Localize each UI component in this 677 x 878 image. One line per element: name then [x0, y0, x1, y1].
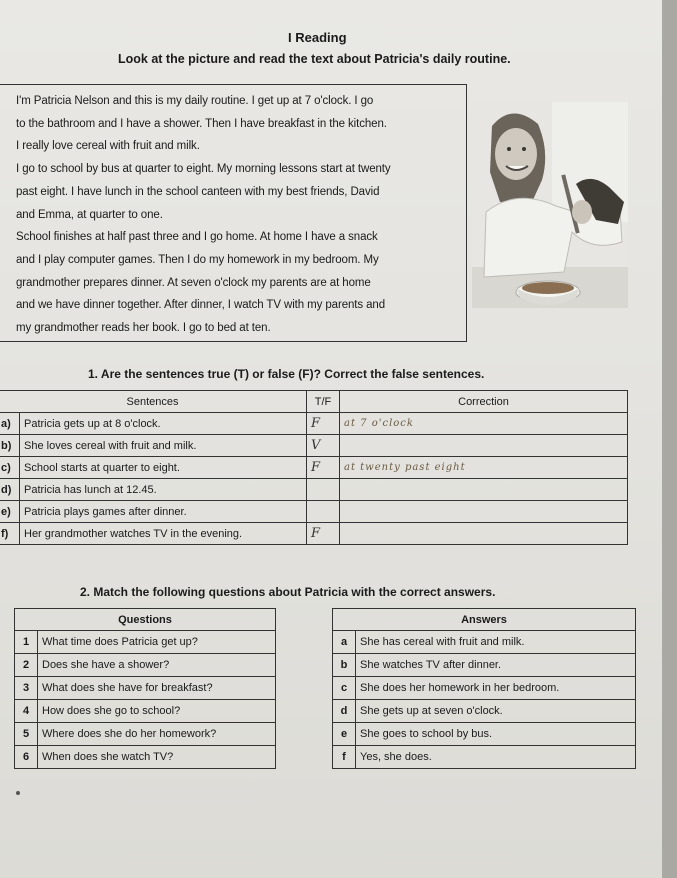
answers-header: Answers: [333, 609, 636, 631]
answers-table: [332, 608, 636, 769]
answer-letter: a: [333, 631, 356, 654]
reading-line: I really love cereal with fruit and milk.: [16, 140, 200, 153]
correction-header: Correction: [340, 391, 628, 413]
true-false-table: [0, 390, 628, 545]
row-letter: c): [0, 457, 20, 479]
tf-header: T/F: [307, 391, 340, 413]
table-row: [0, 479, 628, 501]
table-row: [333, 677, 636, 700]
page-edge: [662, 0, 677, 878]
correction-cell[interactable]: [340, 523, 628, 545]
sentence-cell: Patricia gets up at 8 o'clock.: [20, 413, 307, 435]
row-letter: b): [0, 435, 20, 457]
answer-text: She has cereal with fruit and milk.: [356, 631, 636, 654]
answer-letter: b: [333, 654, 356, 677]
answer-letter: e: [333, 723, 356, 746]
correction-cell[interactable]: [340, 435, 628, 457]
question-text: Does she have a shower?: [38, 654, 276, 677]
table-row: [333, 631, 636, 654]
table-row: [333, 723, 636, 746]
girl-eating-cereal-photo: [472, 102, 628, 308]
answer-text: Yes, she does.: [356, 746, 636, 769]
table-row: [15, 677, 276, 700]
table-header-row: [333, 609, 636, 631]
table-header-row: [0, 391, 628, 413]
sentence-cell: She loves cereal with fruit and milk.: [20, 435, 307, 457]
reading-line: School finishes at half past three and I go home. At home I have a snack: [16, 231, 378, 244]
table-row: [0, 501, 628, 523]
reading-passage: [16, 90, 460, 340]
page-mark: [16, 791, 20, 795]
sentence-cell: Patricia has lunch at 12.45.: [20, 479, 307, 501]
tf-answer-cell[interactable]: V: [307, 435, 340, 457]
tf-answer-cell[interactable]: [307, 479, 340, 501]
table-row: [0, 435, 628, 457]
answer-letter: d: [333, 700, 356, 723]
table-row: [0, 523, 628, 545]
table-row: [15, 700, 276, 723]
question-number: 1: [15, 631, 38, 654]
reading-line: past eight. I have lunch in the school canteen with my best friends, David: [16, 185, 380, 198]
answer-letter: f: [333, 746, 356, 769]
answer-text: She goes to school by bus.: [356, 723, 636, 746]
table-row: [15, 654, 276, 677]
section-title: I Reading: [288, 30, 347, 45]
table-header-row: [15, 609, 276, 631]
table-row: [15, 723, 276, 746]
reading-instruction: Look at the picture and read the text about Patricia's daily routine.: [118, 52, 511, 66]
answer-text: She watches TV after dinner.: [356, 654, 636, 677]
question-number: 5: [15, 723, 38, 746]
question-number: 3: [15, 677, 38, 700]
question-number: 4: [15, 700, 38, 723]
correction-cell[interactable]: [340, 479, 628, 501]
row-letter: e): [0, 501, 20, 523]
reading-line: grandmother prepares dinner. At seven o'clock my parents are at home: [16, 276, 371, 289]
answer-text: She gets up at seven o'clock.: [356, 700, 636, 723]
question-text: How does she go to school?: [38, 700, 276, 723]
reading-line: and Emma, at quarter to one.: [16, 208, 163, 221]
table-row: [0, 457, 628, 479]
correction-cell[interactable]: at twenty past eight: [340, 457, 628, 479]
table-row: [333, 700, 636, 723]
question-text: When does she watch TV?: [38, 746, 276, 769]
sentences-header: Sentences: [0, 391, 307, 413]
table-row: [15, 631, 276, 654]
table-row: [0, 413, 628, 435]
question-text: What time does Patricia get up?: [38, 631, 276, 654]
table-row: [333, 654, 636, 677]
exercise-2-title: 2. Match the following questions about Patricia with the correct answers.: [80, 585, 496, 599]
answer-letter: c: [333, 677, 356, 700]
reading-line: and I play computer games. Then I do my homework in my bedroom. My: [16, 253, 379, 266]
questions-header: Questions: [15, 609, 276, 631]
sentence-cell: Patricia plays games after dinner.: [20, 501, 307, 523]
reading-line: my grandmother reads her book. I go to bed at ten.: [16, 322, 271, 335]
tf-answer-cell[interactable]: F: [307, 523, 340, 545]
sentence-cell: Her grandmother watches TV in the evening.: [20, 523, 307, 545]
correction-cell[interactable]: at 7 o'clock: [340, 413, 628, 435]
answer-text: She does her homework in her bedroom.: [356, 677, 636, 700]
row-letter: d): [0, 479, 20, 501]
tf-answer-cell[interactable]: F: [307, 457, 340, 479]
question-text: What does she have for breakfast?: [38, 677, 276, 700]
question-number: 6: [15, 746, 38, 769]
tf-answer-cell[interactable]: [307, 501, 340, 523]
row-letter: a): [0, 413, 20, 435]
questions-table: [14, 608, 276, 769]
tf-answer-cell[interactable]: F: [307, 413, 340, 435]
sentence-cell: School starts at quarter to eight.: [20, 457, 307, 479]
row-letter: f): [0, 523, 20, 545]
question-text: Where does she do her homework?: [38, 723, 276, 746]
exercise-1-title: 1. Are the sentences true (T) or false (F)? Correct the false sentences.: [88, 367, 485, 381]
reading-line: I'm Patricia Nelson and this is my daily routine. I get up at 7 o'clock. I go: [16, 95, 374, 107]
reading-line: and we have dinner together. After dinner, I watch TV with my parents and: [16, 299, 386, 312]
table-row: [333, 746, 636, 769]
table-row: [15, 746, 276, 769]
question-number: 2: [15, 654, 38, 677]
reading-line: to the bathroom and I have a shower. Then I have breakfast in the kitchen.: [16, 117, 387, 130]
reading-line: I go to school by bus at quarter to eight. My morning lessons start at twenty: [16, 163, 391, 176]
correction-cell[interactable]: [340, 501, 628, 523]
